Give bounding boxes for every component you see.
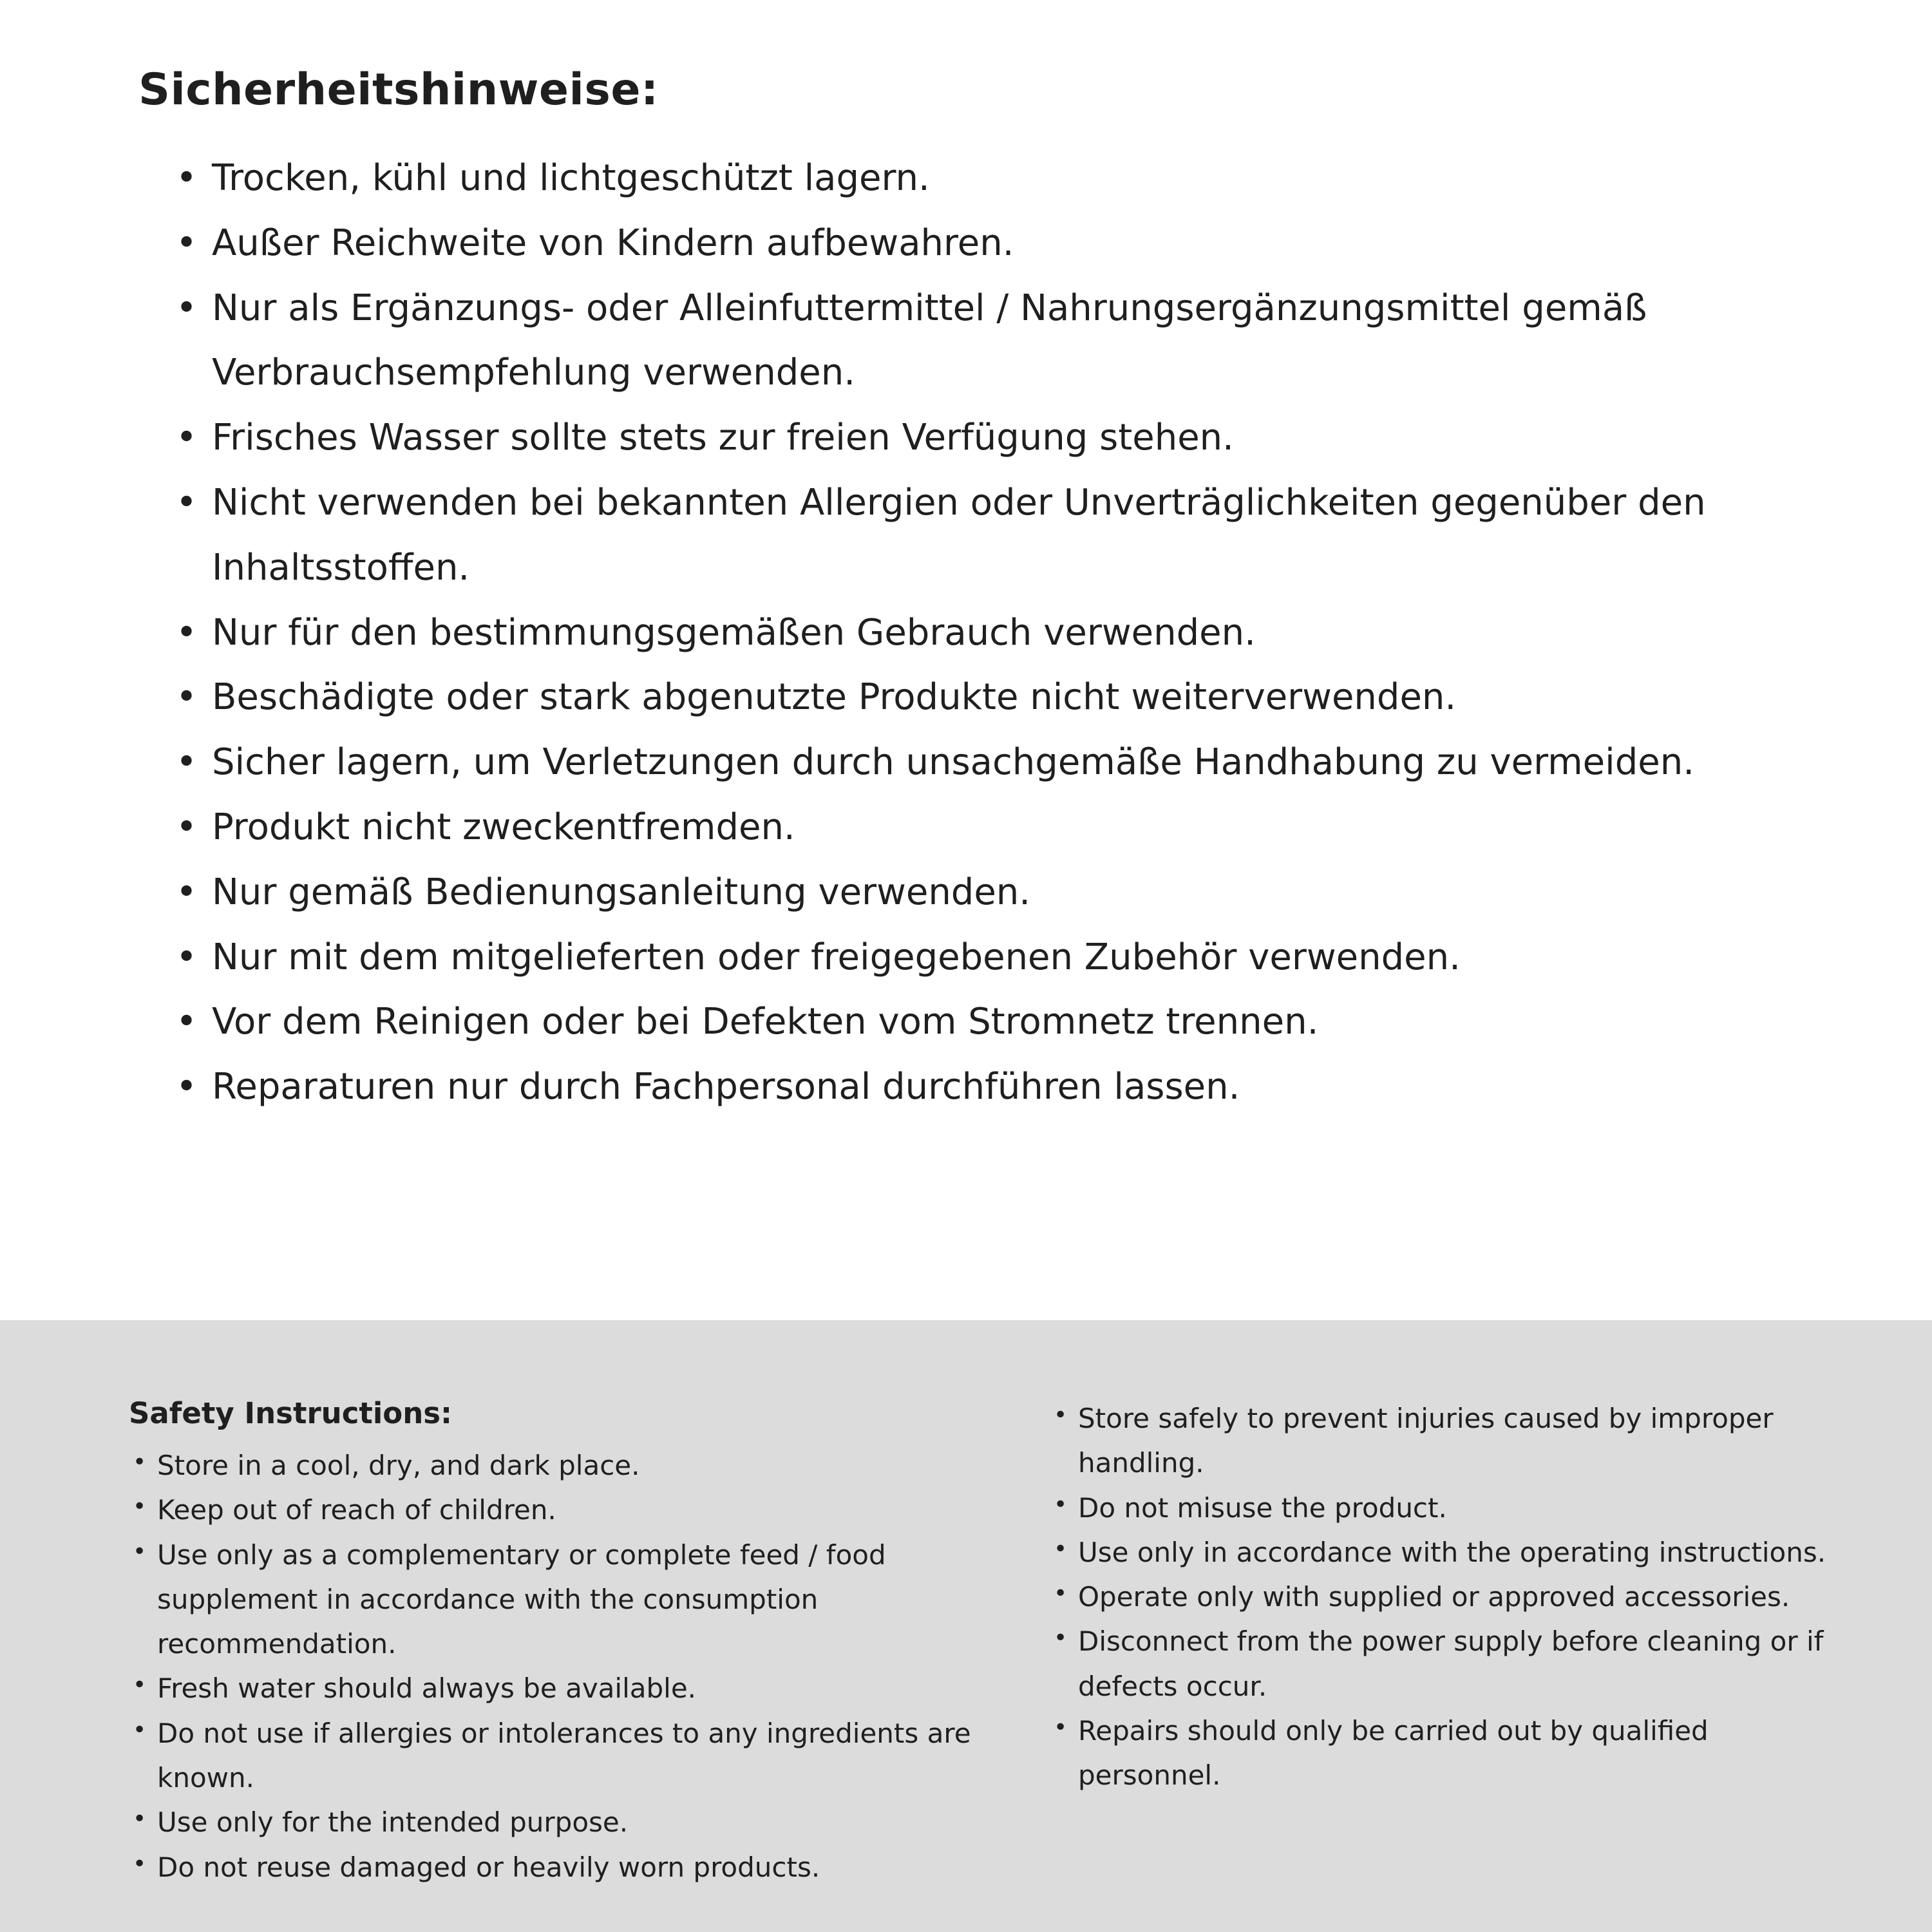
list-item: • Sicher lagern, um Verletzungen durch unsachgemäße Handhabung zu vermeiden. bbox=[176, 730, 1835, 795]
list-item: • Nur als Ergänzungs- oder Alleinfuttermittel / Nahrungsergänzungsmittel gemäß Verbrauchsempfehlung verwenden. bbox=[176, 276, 1835, 406]
list-item: • Fresh water should always be available. bbox=[129, 1666, 992, 1710]
list-item: • Reparaturen nur durch Fachpersonal durchführen lassen. bbox=[176, 1055, 1835, 1120]
list-item: • Trocken, kühl und lichtgeschützt lagern. bbox=[176, 146, 1835, 211]
list-item: • Keep out of reach of children. bbox=[129, 1488, 992, 1532]
list-item: • Use only in accordance with the operating instructions. bbox=[1050, 1530, 1835, 1575]
german-safety-list bbox=[138, 146, 1835, 1120]
list-item: • Use only for the intended purpose. bbox=[129, 1800, 992, 1844]
list-item: • Frisches Wasser sollte stets zur freien Verfügung stehen. bbox=[176, 406, 1835, 471]
list-item: • Produkt nicht zweckentfremden. bbox=[176, 795, 1835, 860]
list-item: • Operate only with supplied or approved accessories. bbox=[1050, 1575, 1835, 1619]
german-safety-title: Sicherheitshinweise: bbox=[138, 64, 659, 115]
list-item: • Do not reuse damaged or heavily worn products. bbox=[129, 1845, 992, 1889]
list-item: • Do not use if allergies or intolerances to any ingredients are known. bbox=[129, 1711, 992, 1801]
list-item: • Nur gemäß Bedienungsanleitung verwenden. bbox=[176, 860, 1835, 925]
list-item: • Store safely to prevent injuries caused by improper handling. bbox=[1050, 1396, 1835, 1486]
list-item: • Disconnect from the power supply before cleaning or if defects occur. bbox=[1050, 1619, 1835, 1709]
list-item: • Do not misuse the product. bbox=[1050, 1486, 1835, 1530]
list-item: • Use only as a complementary or complete feed / food supplement in accordance with the consumption recommendation. bbox=[129, 1533, 992, 1667]
list-item: • Nicht verwenden bei bekannten Allergien oder Unverträglichkeiten gegenüber den Inhaltsstoffen. bbox=[176, 471, 1835, 601]
english-right-column bbox=[1050, 1396, 1835, 1932]
list-item: • Beschädigte oder stark abgenutzte Produkte nicht weiterverwenden. bbox=[176, 665, 1835, 730]
english-left-column bbox=[129, 1396, 992, 1932]
english-safety-list-left bbox=[129, 1443, 992, 1889]
english-safety-title: Safety Instructions: bbox=[129, 1396, 453, 1430]
english-safety-panel bbox=[0, 1320, 1932, 1932]
list-item: • Store in a cool, dry, and dark place. bbox=[129, 1443, 992, 1488]
list-item: • Außer Reichweite von Kindern aufbewahren. bbox=[176, 211, 1835, 276]
list-item: • Nur mit dem mitgelieferten oder freigegebenen Zubehör verwenden. bbox=[176, 925, 1835, 990]
list-item: • Nur für den bestimmungsgemäßen Gebrauch verwenden. bbox=[176, 601, 1835, 666]
english-safety-list-right bbox=[1050, 1396, 1835, 1798]
list-item: • Repairs should only be carried out by qualified personnel. bbox=[1050, 1709, 1835, 1798]
list-item: • Vor dem Reinigen oder bei Defekten vom Stromnetz trennen. bbox=[176, 990, 1835, 1055]
